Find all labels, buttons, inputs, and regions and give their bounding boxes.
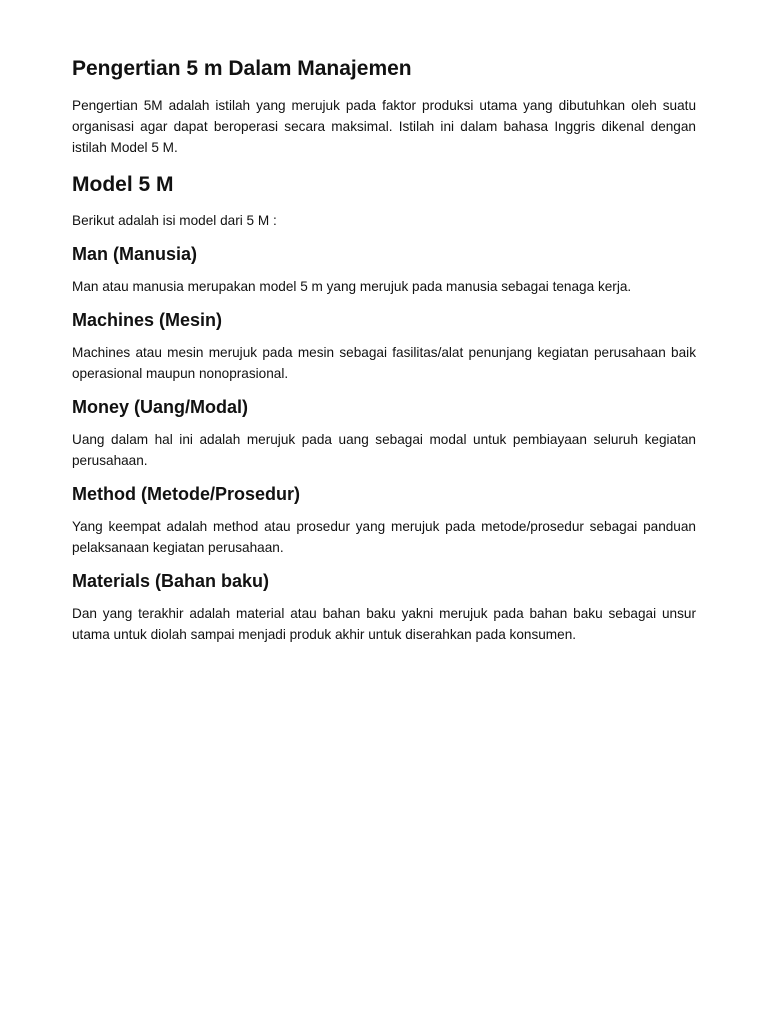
section-man bbox=[72, 243, 696, 297]
section-heading: Materials (Bahan baku) bbox=[72, 571, 270, 591]
page-title: Pengertian 5 m Dalam Manajemen bbox=[72, 57, 412, 80]
section-body: Man atau manusia merupakan model 5 m yang merujuk pada manusia sebagai tenaga kerja. bbox=[72, 279, 632, 294]
intro-paragraph: Pengertian 5M adalah istilah yang merujuk pada faktor produksi utama yang dibutuhkan oleh suatu organisasi agar dapat beroperasi secara maksimal. Istilah ini dalam bahasa Inggris dikenal dengan istilah Model 5 M. bbox=[72, 98, 696, 155]
section-body: Uang dalam hal ini adalah merujuk pada uang sebagai modal untuk pembiayaan seluruh kegiatan perusahaan. bbox=[72, 432, 696, 468]
section-heading: Method (Metode/Prosedur) bbox=[72, 484, 300, 504]
section-money bbox=[72, 396, 696, 471]
model-intro-paragraph: Berikut adalah isi model dari 5 M : bbox=[72, 213, 277, 228]
section-heading: Money (Uang/Modal) bbox=[72, 397, 248, 417]
section-heading: Man (Manusia) bbox=[72, 244, 198, 264]
section-method bbox=[72, 483, 696, 558]
section-machines bbox=[72, 309, 696, 384]
section-body: Machines atau mesin merujuk pada mesin sebagai fasilitas/alat penunjang kegiatan perusahaan baik operasional maupun nonoprasional. bbox=[72, 345, 696, 381]
model-heading: Model 5 M bbox=[72, 173, 174, 196]
section-body: Yang keempat adalah method atau prosedur yang merujuk pada metode/prosedur sebagai panduan pelaksanaan kegiatan perusahaan. bbox=[72, 519, 696, 555]
section-materials bbox=[72, 570, 696, 645]
section-body: Dan yang terakhir adalah material atau bahan baku yakni merujuk pada bahan baku sebagai unsur utama untuk diolah sampai menjadi produk akhir untuk diserahkan pada konsumen. bbox=[72, 606, 696, 642]
section-heading: Machines (Mesin) bbox=[72, 310, 223, 330]
